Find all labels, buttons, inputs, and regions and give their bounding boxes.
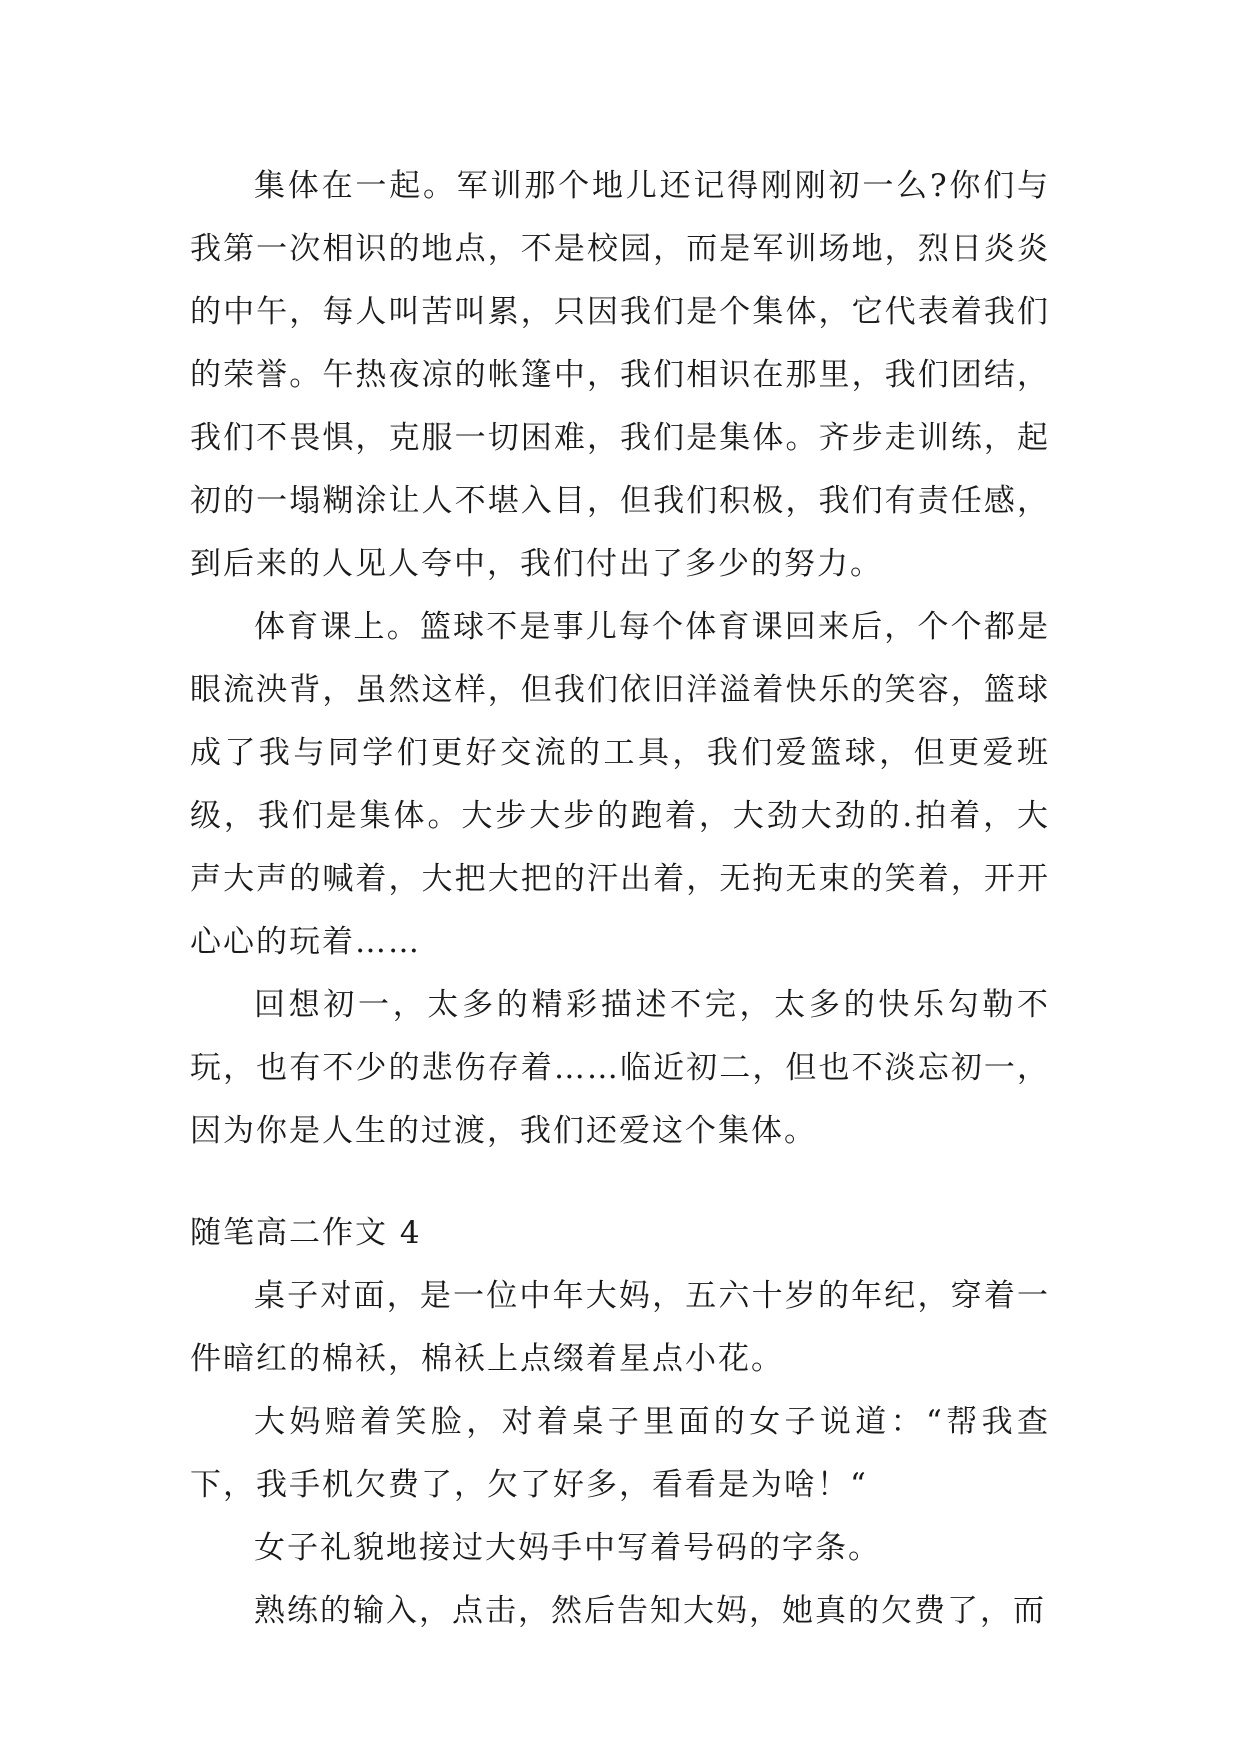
paragraph: 回想初一，太多的精彩描述不完，太多的快乐勾勒不玩，也有不少的悲伤存着……临近初二，但也不淡忘初一，因为你是人生的过渡，我们还爱这个集体。 (190, 987, 1050, 1149)
paragraph: 桌子对面，是一位中年大妈，五六十岁的年纪，穿着一件暗红的棉袄，棉袄上点缀着星点小花。 (190, 1278, 1050, 1377)
paragraph: 女子礼貌地接过大妈手中写着号码的字条。 (254, 1530, 881, 1566)
document-body (190, 155, 1050, 1643)
paragraph: 集体在一起。军训那个地儿还记得刚刚初一么?你们与我第一次相识的地点，不是校园，而是军训场地，烈日炎炎的中午，每人叫苦叫累，只因我们是个集体，它代表着我们的荣誉。午热夜凉的帐篷中，我们相识在那里，我们团结，我们不畏惧，克服一切困难，我们是集体。齐步走训练，起初的一塌糊涂让人不堪入目，但我们积极，我们有责任感，到后来的人见人夸中，我们付出了多少的努力。 (190, 168, 1050, 582)
section-heading: 随笔高二作文 4 (190, 1215, 422, 1251)
paragraph: 体育课上。篮球不是事儿每个体育课回来后，个个都是眼流泱背，虽然这样，但我们依旧洋溢着快乐的笑容，篮球成了我与同学们更好交流的工具，我们爱篮球，但更爱班级，我们是集体。大步大步的跑着，大劲大劲的.拍着，大声大声的喊着，大把大把的汗出着，无拘无束的笑着，开开心心的玩着…… (190, 609, 1050, 960)
paragraph: 大妈赔着笑脸，对着桌子里面的女子说道：“帮我查下，我手机欠费了，欠了好多，看看是为啥！“ (190, 1404, 1050, 1503)
paragraph: 熟练的输入，点击，然后告知大妈，她真的欠费了，而 (254, 1593, 1046, 1629)
